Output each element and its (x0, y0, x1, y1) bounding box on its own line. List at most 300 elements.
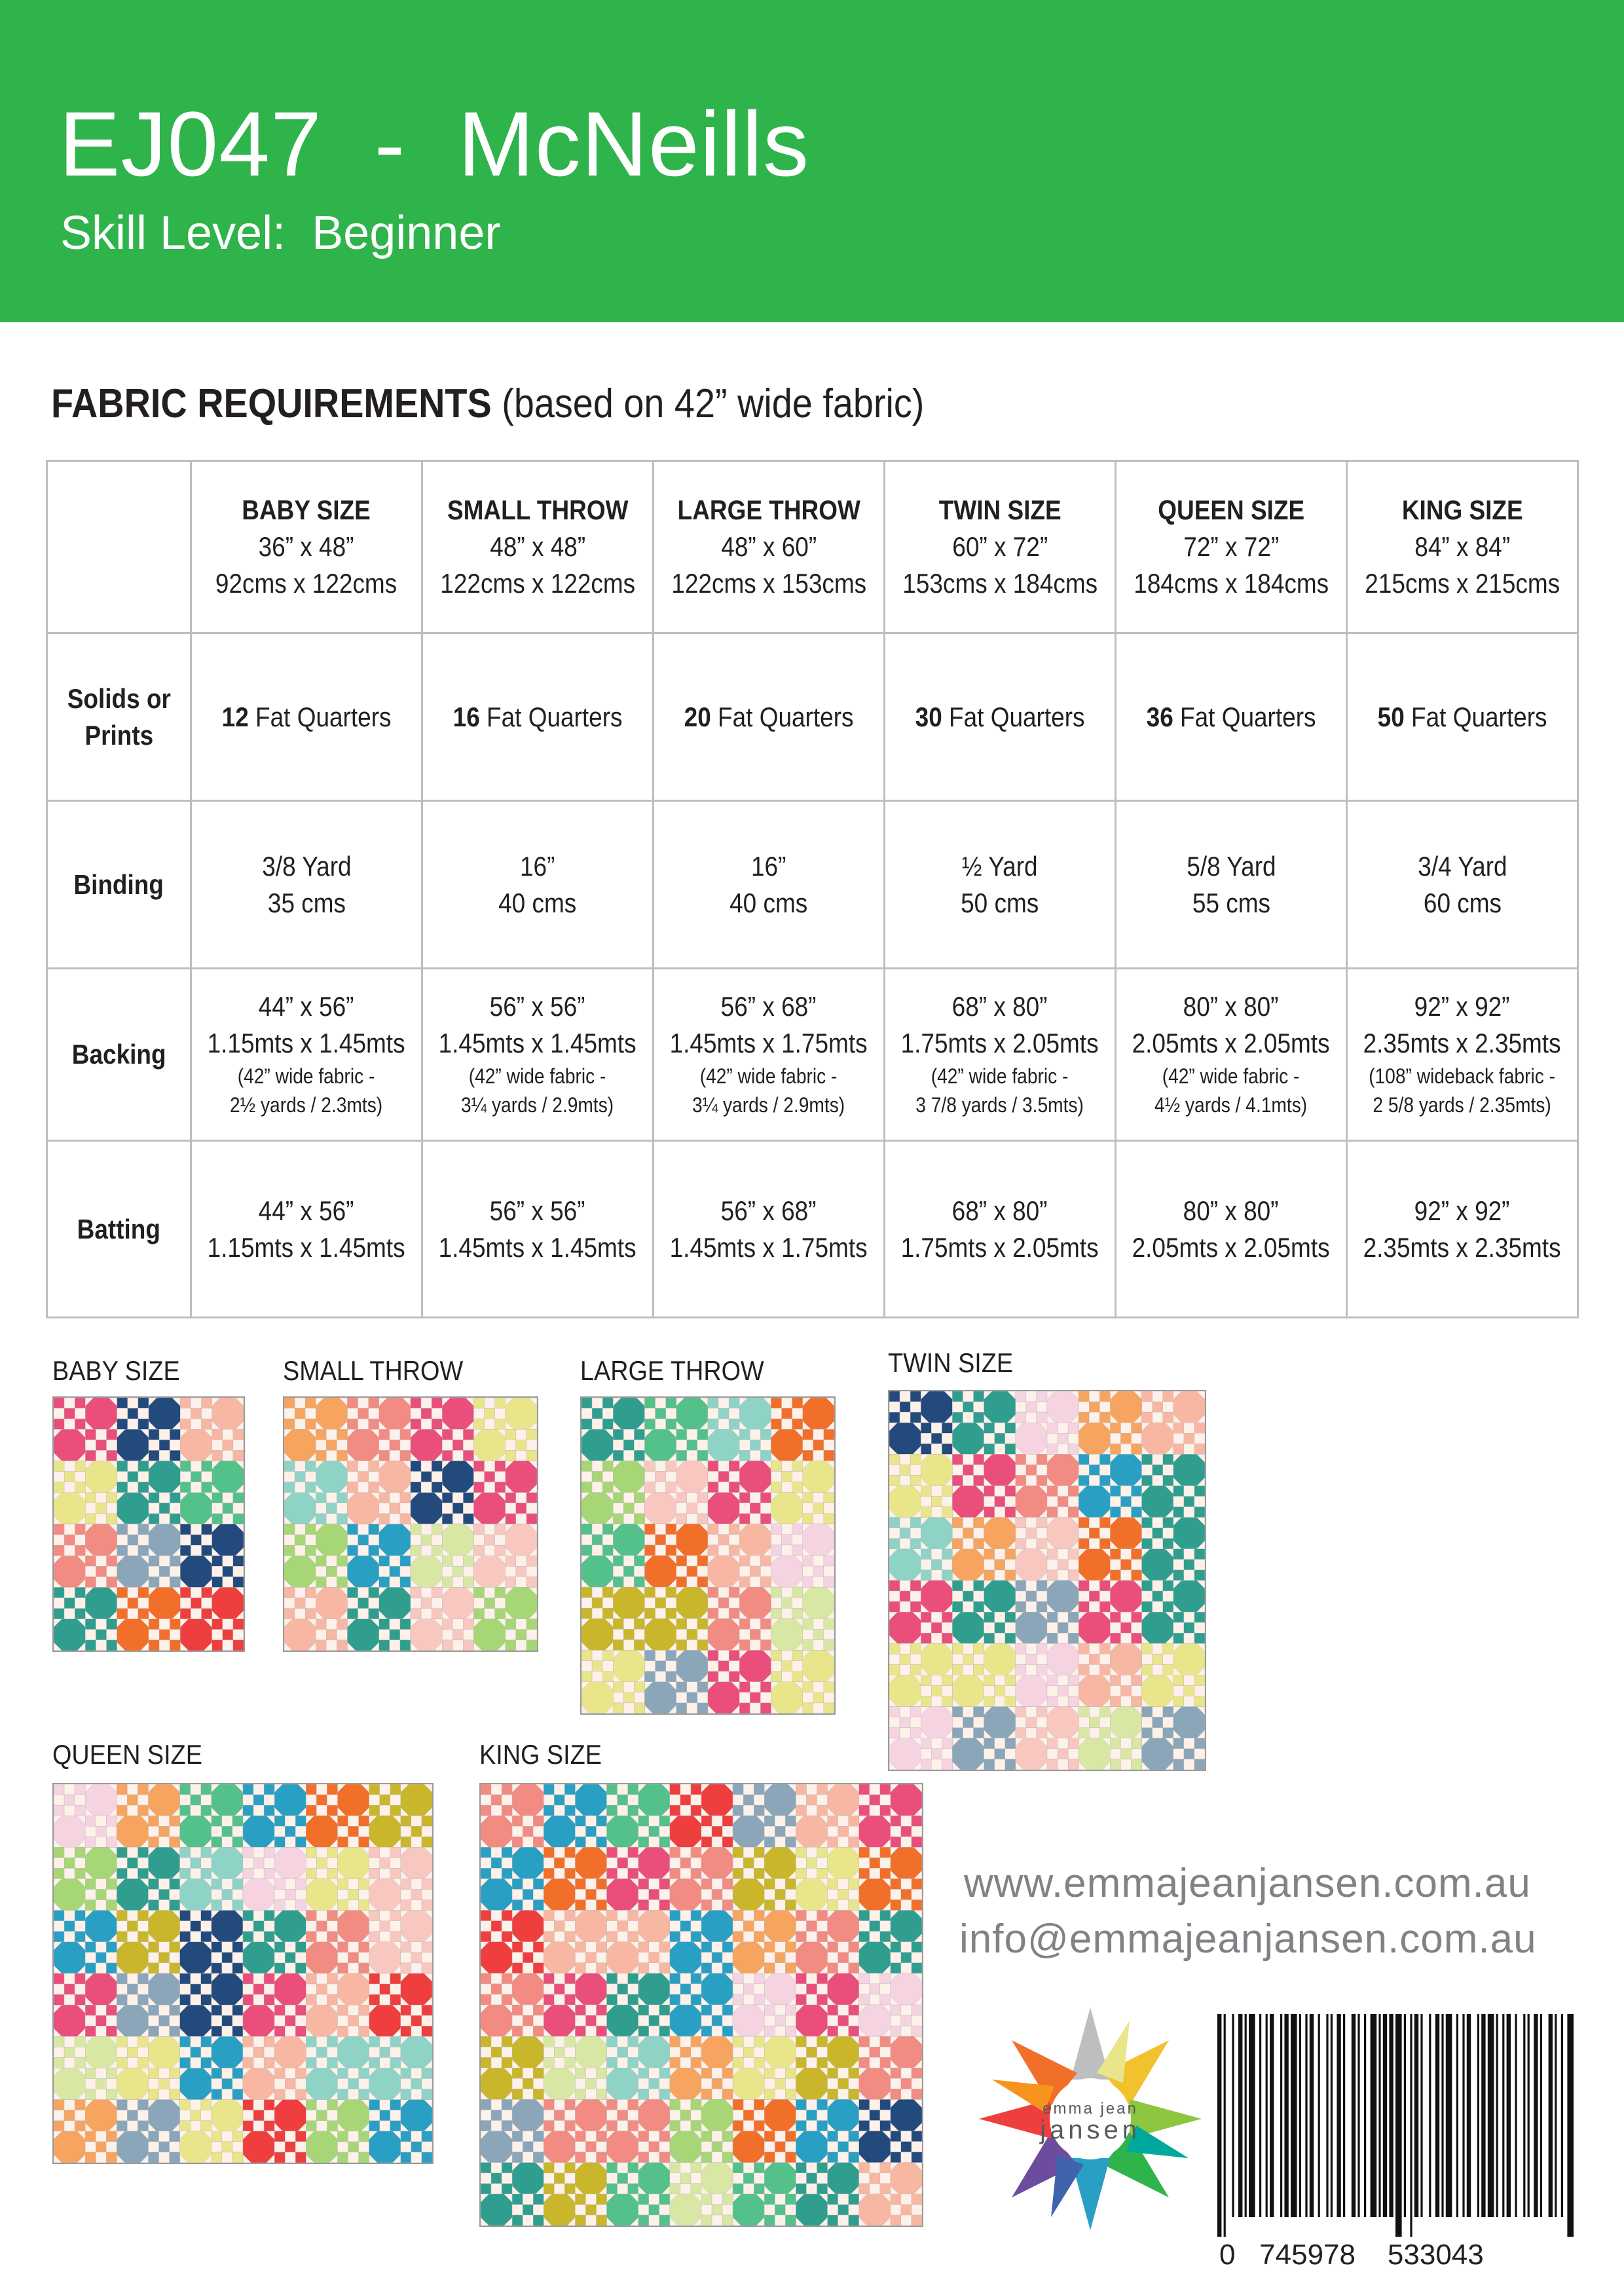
quilt-label-small-throw: SMALL THROW (283, 1355, 464, 1386)
size-header-cell (191, 461, 422, 633)
size-header-cell (654, 461, 885, 633)
quilt-block (411, 1398, 474, 1461)
cell-line: 1.45mts x 1.45mts (439, 1231, 637, 1263)
quilt-block (581, 1461, 645, 1523)
quilt-block (1142, 1643, 1205, 1706)
size-header-cell (885, 461, 1116, 633)
quilt-block (369, 2100, 432, 2163)
quilt-block (54, 1461, 117, 1525)
quilt-block (952, 1707, 1015, 1770)
size-name: QUEEN SIZE (1158, 495, 1304, 525)
cell-line: 92” x 92” (1414, 1195, 1510, 1226)
fat-quarter-count: 50 (1377, 701, 1405, 732)
quilt-block (306, 1973, 369, 2036)
quilt-block (670, 2163, 733, 2226)
size-name: KING SIZE (1401, 495, 1523, 525)
cell-note: 4½ yards / 4.1mts) (1154, 1092, 1308, 1117)
cell-line: 2.05mts x 2.05mts (1132, 1027, 1330, 1058)
barcode-bar (1305, 2014, 1307, 2217)
quilt-preview-twin (888, 1390, 1206, 1771)
barcode-bar (1318, 2014, 1320, 2217)
table-cell (422, 633, 654, 801)
table-cell (191, 1141, 422, 1318)
quilt-block (670, 1973, 733, 2036)
cell-line: 2.35mts x 2.35mts (1363, 1027, 1561, 1058)
quilt-block (348, 1398, 411, 1461)
barcode-bar (1343, 2014, 1345, 2217)
quilt-block (889, 1580, 952, 1643)
quilt-block (180, 1398, 244, 1461)
quilt-block (1142, 1518, 1205, 1580)
row-label-text: Backing (71, 1039, 166, 1070)
cell-note: (42” wide fabric - (238, 1064, 375, 1088)
size-cms: 153cms x 184cms (902, 568, 1098, 599)
quilt-block (859, 1847, 922, 1910)
quilt-block (796, 2099, 858, 2162)
section-heading (51, 380, 924, 428)
quilt-block (1079, 1518, 1141, 1580)
size-inches: 72” x 72” (1183, 531, 1279, 562)
quilt-block (1016, 1391, 1079, 1454)
cell-note: 3¼ yards / 2.9mts) (461, 1092, 614, 1117)
barcode-bar (1224, 2014, 1226, 2237)
quilt-block (544, 2163, 606, 2226)
quilt-block (708, 1398, 771, 1461)
barcode-bar (1217, 2014, 1221, 2237)
barcode-bar (1270, 2014, 1274, 2217)
quilt-block (733, 1973, 796, 2036)
fat-quarter-unit: Fat Quarters (942, 701, 1085, 732)
barcode-bar (1528, 2014, 1530, 2217)
cell-line: 1.75mts x 2.05mts (901, 1027, 1099, 1058)
quilt-block (54, 1524, 117, 1588)
quilt-block (1142, 1580, 1205, 1643)
quilt-block (952, 1391, 1015, 1454)
table-cell (422, 801, 654, 969)
quilt-block (952, 1643, 1015, 1706)
quilt-block (284, 1461, 348, 1525)
website-link[interactable]: www.emmajeanjansen.com.au (964, 1861, 1531, 1906)
quilt-block (243, 2100, 306, 2163)
cell-line: 1.15mts x 1.45mts (208, 1027, 405, 1058)
table-cell (885, 1141, 1116, 1318)
quilt-block (348, 1524, 411, 1588)
quilt-block (369, 1973, 432, 2036)
table-cell (191, 969, 422, 1141)
quilt-block (306, 1847, 369, 1910)
row-label (47, 633, 191, 801)
table-cell (654, 969, 885, 1141)
cell-line: 2.05mts x 2.05mts (1132, 1231, 1330, 1263)
brand-logo (972, 2001, 1208, 2237)
quilt-block (180, 2036, 243, 2099)
quilt-block (796, 2163, 858, 2226)
size-name: BABY SIZE (242, 495, 371, 525)
quilt-block (733, 2163, 796, 2226)
barcode-bar (1378, 2014, 1380, 2217)
quilt-block (1079, 1454, 1141, 1517)
quilt-block (796, 1847, 858, 1910)
cell-note: 3 7/8 yards / 3.5mts) (915, 1092, 1084, 1117)
quilt-block (544, 1847, 606, 1910)
barcode-bar (1232, 2014, 1234, 2217)
barcode-bar (1507, 2014, 1511, 2217)
fat-quarter-unit: Fat Quarters (479, 701, 623, 732)
table-row-batting (47, 1141, 1578, 1318)
quilt-block (117, 1847, 179, 1910)
section-heading-note: (based on 42” wide fabric) (491, 381, 925, 426)
quilt-block (1016, 1643, 1079, 1706)
barcode-bar (1310, 2014, 1314, 2217)
fat-quarter-count: 12 (221, 701, 249, 732)
quilt-block (670, 2099, 733, 2162)
size-cms: 184cms x 184cms (1134, 568, 1329, 599)
barcode-bar (1357, 2014, 1359, 2217)
table-cell (191, 633, 422, 801)
quilt-block (180, 1847, 243, 1910)
quilt-block (369, 1784, 432, 1847)
quilt-block (859, 1911, 922, 1973)
cell-line: 35 cms (267, 887, 346, 918)
quilt-block (54, 1398, 117, 1461)
quilt-block (1016, 1518, 1079, 1580)
barcode-bar (1435, 2014, 1439, 2217)
row-label-line: Prints (84, 719, 153, 751)
barcode-bar (1540, 2014, 1542, 2217)
cell-note: (42” wide fabric - (931, 1064, 1069, 1088)
quilt-block (306, 2100, 369, 2163)
size-header-cell (1116, 461, 1347, 633)
quilt-block (544, 1973, 606, 2036)
barcode-bar (1462, 2014, 1464, 2217)
quilt-block (411, 1524, 474, 1588)
quilt-block (708, 1461, 771, 1523)
barcode-bars (1217, 2014, 1574, 2237)
quilt-block (180, 1588, 244, 1651)
cell-line: 1.75mts x 2.05mts (901, 1231, 1099, 1263)
row-label (47, 969, 191, 1141)
quilt-block (474, 1398, 538, 1461)
quilt-block (607, 2099, 670, 2162)
cell-note: 2½ yards / 2.3mts) (230, 1092, 383, 1117)
quilt-block (670, 1847, 733, 1910)
quilt-label-king: KING SIZE (479, 1739, 602, 1770)
table-corner-cell (47, 461, 191, 633)
cell-line: 92” x 92” (1414, 990, 1510, 1022)
quilt-block (708, 1651, 771, 1713)
cell-line: 16” (520, 850, 555, 882)
table-cell (422, 969, 654, 1141)
table-row-backing (47, 969, 1578, 1141)
quilt-block (1079, 1580, 1141, 1643)
cell-note: (42” wide fabric - (700, 1064, 838, 1088)
cell-line: 68” x 80” (952, 990, 1048, 1022)
quilt-block (54, 1784, 117, 1847)
fat-quarter-unit: Fat Quarters (248, 701, 392, 732)
size-name: TWIN SIZE (938, 495, 1061, 525)
size-inches: 48” x 48” (490, 531, 585, 562)
barcode-bar (1337, 2014, 1340, 2217)
quilt-block (771, 1587, 835, 1650)
quilt-block (607, 1911, 670, 1973)
barcode-bar (1441, 2014, 1443, 2217)
cell-line: 56” x 56” (490, 1195, 585, 1226)
quilt-block (180, 2100, 243, 2163)
cell-line: 1.15mts x 1.45mts (208, 1231, 405, 1263)
size-cms: 92cms x 122cms (215, 568, 397, 599)
quilt-block (474, 1588, 538, 1651)
quilt-block (581, 1398, 645, 1461)
quilt-block (117, 1398, 181, 1461)
cell-line: 56” x 56” (490, 990, 585, 1022)
barcode-bar (1467, 2014, 1471, 2217)
quilt-block (952, 1454, 1015, 1517)
quilt-block (117, 1588, 181, 1651)
quilt-block (733, 1784, 796, 1847)
quilt-block (481, 2099, 544, 2162)
quilt-block (117, 1911, 179, 1973)
cell-line: 80” x 80” (1183, 1195, 1279, 1226)
quilt-block (952, 1580, 1015, 1643)
quilt-block (117, 1524, 181, 1588)
cell-line: 2.35mts x 2.35mts (1363, 1231, 1561, 1263)
barcode-bar (1371, 2014, 1377, 2217)
size-header-cell (1347, 461, 1578, 633)
barcode-bar (1383, 2014, 1387, 2217)
quilt-block (243, 2036, 306, 2099)
quilt-block (645, 1461, 709, 1523)
quilt-block (645, 1398, 709, 1461)
quilt-block (670, 2036, 733, 2099)
quilt-block (348, 1588, 411, 1651)
barcode-bar (1299, 2014, 1301, 2217)
barcode-bar (1389, 2014, 1393, 2217)
quilt-block (54, 1847, 117, 1910)
logo-text-bottom: jansen (1040, 2116, 1141, 2144)
fat-quarter-unit: Fat Quarters (1173, 701, 1316, 732)
quilt-block (645, 1651, 709, 1713)
quilt-block (481, 2163, 544, 2226)
quilt-block (733, 2036, 796, 2099)
size-inches: 48” x 60” (721, 531, 817, 562)
quilt-block (306, 2036, 369, 2099)
quilt-block (733, 1847, 796, 1910)
size-cms: 122cms x 153cms (671, 568, 866, 599)
quilt-block (859, 1973, 922, 2036)
quilt-block (243, 1784, 306, 1847)
quilt-preview-large-throw (580, 1396, 836, 1715)
quilt-label-baby: BABY SIZE (52, 1355, 180, 1386)
barcode-bar (1515, 2014, 1517, 2217)
quilt-block (1016, 1707, 1079, 1770)
quilt-block (1142, 1454, 1205, 1517)
quilt-label-twin: TWIN SIZE (888, 1347, 1014, 1378)
barcode-bar (1284, 2014, 1288, 2217)
quilt-block (54, 2036, 117, 2099)
section-heading-bold: FABRIC REQUIREMENTS (51, 381, 492, 426)
barcode-right-digits: 533043 (1387, 2239, 1484, 2271)
barcode-bar (1534, 2014, 1538, 2217)
quilt-block (243, 1847, 306, 1910)
quilt-block (796, 1784, 858, 1847)
quilt-preview-king (479, 1783, 923, 2227)
quilt-block (889, 1643, 952, 1706)
row-label-text: Batting (77, 1213, 161, 1244)
barcode-bar (1488, 2014, 1494, 2217)
cell-note: (42” wide fabric - (1162, 1064, 1300, 1088)
quilt-block (733, 1911, 796, 1973)
cell-line: 1.45mts x 1.75mts (670, 1231, 868, 1263)
table-header-row (47, 461, 1578, 633)
cell-line: 1.45mts x 1.75mts (670, 1027, 868, 1058)
quilt-block (180, 1524, 244, 1588)
quilt-block (411, 1461, 474, 1525)
quilt-block (607, 1784, 670, 1847)
table-cell (1116, 1141, 1347, 1318)
skill-level: Skill Level: Beginner (60, 207, 501, 259)
cell-line: 56” x 68” (721, 990, 817, 1022)
quilt-block (54, 2100, 117, 2163)
barcode-bar (1331, 2014, 1333, 2217)
barcode-bar (1249, 2014, 1255, 2217)
cell-line: 68” x 80” (952, 1195, 1048, 1226)
fat-quarter-count: 36 (1146, 701, 1173, 732)
barcode-bar (1395, 2014, 1402, 2237)
barcode-bar (1496, 2014, 1498, 2217)
quilt-block (859, 2163, 922, 2226)
table-row-binding (47, 801, 1578, 969)
quilt-block (952, 1518, 1015, 1580)
barcode-bar (1456, 2014, 1458, 2217)
quilt-block (306, 1911, 369, 1973)
quilt-block (1016, 1580, 1079, 1643)
quilt-block (411, 1588, 474, 1651)
quilt-block (117, 1784, 179, 1847)
email-link[interactable]: info@emmajeanjansen.com.au (959, 1916, 1537, 1962)
quilt-block (607, 1847, 670, 1910)
quilt-block (859, 2099, 922, 2162)
quilt-block (544, 2036, 606, 2099)
quilt-block (348, 1461, 411, 1525)
fat-quarter-unit: Fat Quarters (710, 701, 854, 732)
quilt-block (117, 2100, 179, 2163)
barcode-bar (1364, 2014, 1366, 2217)
size-inches: 60” x 72” (952, 531, 1048, 562)
quilt-block (708, 1524, 771, 1587)
quilt-block (889, 1391, 952, 1454)
quilt-block (1079, 1707, 1141, 1770)
pattern-title: EJ047 - McNeills (59, 92, 810, 195)
table-cell (191, 801, 422, 969)
cell-line: 1.45mts x 1.45mts (439, 1027, 637, 1058)
table-cell (654, 633, 885, 801)
quilt-block (889, 1454, 952, 1517)
quilt-block (54, 1973, 117, 2036)
table-cell (885, 633, 1116, 801)
row-label (47, 1141, 191, 1318)
quilt-label-queen: QUEEN SIZE (52, 1739, 202, 1770)
quilt-block (1079, 1391, 1141, 1454)
cell-line: 44” x 56” (259, 990, 354, 1022)
table-cell (1347, 969, 1578, 1141)
fat-quarter-count: 30 (915, 701, 942, 732)
quilt-block (544, 2099, 606, 2162)
quilt-preview-queen (52, 1783, 434, 2164)
quilt-block (771, 1524, 835, 1587)
quilt-label-large-throw: LARGE THROW (580, 1355, 764, 1386)
quilt-block (243, 1911, 306, 1973)
quilt-block (284, 1524, 348, 1588)
barcode-bar (1420, 2014, 1422, 2217)
size-inches: 84” x 84” (1414, 531, 1510, 562)
cell-line: 55 cms (1192, 887, 1270, 918)
quilt-block (544, 1784, 606, 1847)
quilt-block (117, 1973, 179, 2036)
quilt-block (54, 1911, 117, 1973)
barcode-bar (1555, 2014, 1557, 2217)
quilt-block (859, 2036, 922, 2099)
quilt-block (117, 1461, 181, 1525)
quilt-block (481, 1784, 544, 1847)
quilt-block (796, 2036, 858, 2099)
quilt-block (581, 1524, 645, 1587)
cell-line: 3/8 Yard (261, 850, 352, 882)
quilt-block (284, 1588, 348, 1651)
quilt-preview-small-throw (283, 1396, 538, 1652)
row-label-text: Binding (73, 868, 164, 900)
fabric-requirements-table (46, 460, 1579, 1318)
quilt-block (369, 1911, 432, 1973)
size-cms: 122cms x 122cms (440, 568, 635, 599)
table-cell (654, 801, 885, 969)
table-cell (1347, 801, 1578, 969)
table-cell (422, 1141, 654, 1318)
quilt-preview-baby (52, 1396, 245, 1652)
quilt-block (1142, 1391, 1205, 1454)
barcode-bar (1549, 2014, 1553, 2217)
quilt-block (481, 1973, 544, 2036)
barcode-number (1219, 2239, 1484, 2271)
barcode-bar (1446, 2014, 1452, 2217)
quilt-block (796, 1973, 858, 2036)
cell-note: 2 5/8 yards / 2.35mts) (1373, 1092, 1552, 1117)
cell-line: 56” x 68” (721, 1195, 817, 1226)
table-cell (1347, 633, 1578, 801)
quilt-block (54, 1588, 117, 1651)
quilt-block (670, 1784, 733, 1847)
barcode (1215, 2014, 1575, 2237)
table-cell (1116, 633, 1347, 801)
size-name: LARGE THROW (677, 495, 860, 525)
table-cell (1116, 801, 1347, 969)
quilt-block (859, 1784, 922, 1847)
fat-quarter-unit: Fat Quarters (1404, 701, 1547, 732)
cell-line: 80” x 80” (1183, 990, 1279, 1022)
barcode-bar (1259, 2014, 1261, 2217)
barcode-bar (1410, 2014, 1412, 2237)
quilt-block (481, 1847, 544, 1910)
cell-line: 40 cms (498, 887, 577, 918)
quilt-block (607, 2036, 670, 2099)
quilt-block (369, 1847, 432, 1910)
size-cms: 215cms x 215cms (1365, 568, 1560, 599)
quilt-block (1142, 1707, 1205, 1770)
barcode-bar (1567, 2014, 1574, 2237)
quilt-block (369, 2036, 432, 2099)
barcode-first-digit: 0 (1219, 2239, 1236, 2271)
quilt-block (1079, 1643, 1141, 1706)
quilt-block (733, 2099, 796, 2162)
